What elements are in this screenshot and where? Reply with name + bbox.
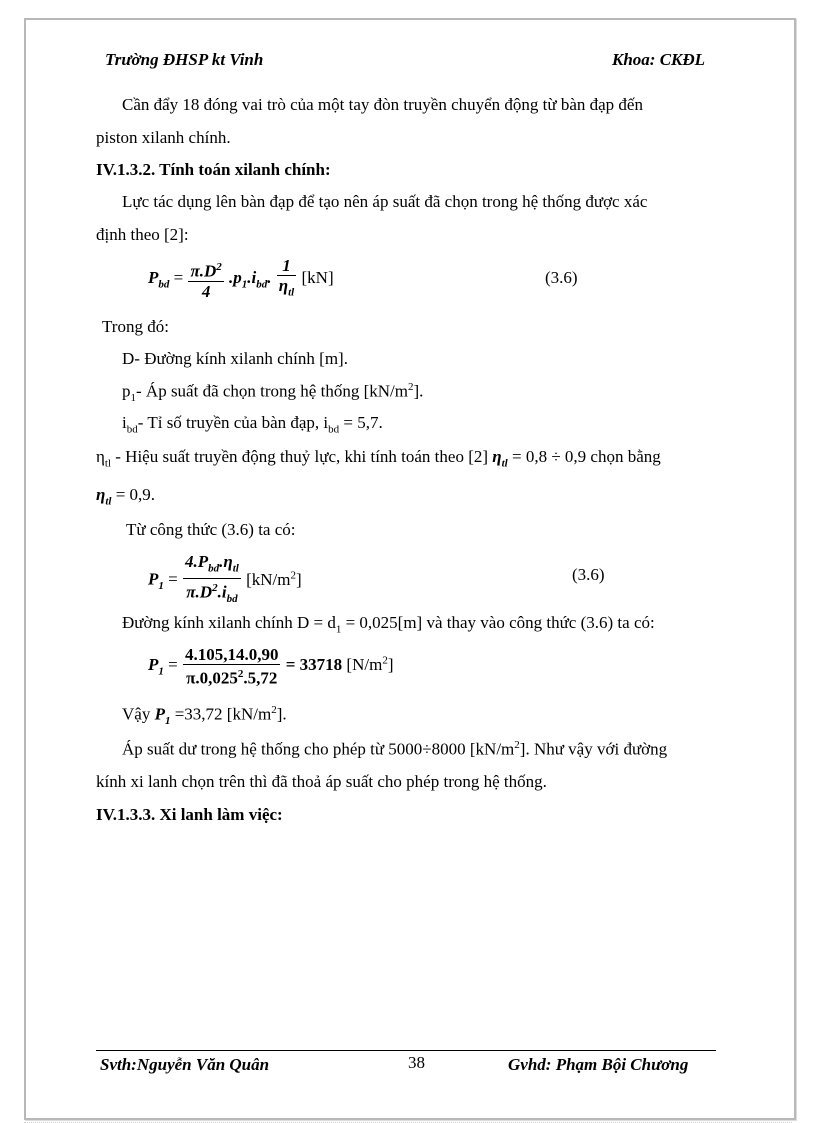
section-heading: IV.1.3.3. Xi lanh làm việc:	[96, 805, 283, 824]
equation-pressure: $P_1$ = $\frac{4.P_{bd}.\eta_{tl}}{\pi.D^2.i_{bd}}$ $[kN/m^2]$	[148, 552, 302, 606]
definition-ibd: $i_{bd}-$ Tỉ số truyền của bàn đạp, $i_{bd} = 5,7$.	[122, 413, 383, 436]
paragraph-line: Đường kính xilanh chính $D = d_1 = 0,025[m]$ và thay vào công thức (3.6) ta có:	[122, 613, 655, 636]
paragraph-line: Từ công thức (3.6) ta có:	[126, 520, 296, 539]
definition-eta: $\eta_{tl}$ - Hiệu suất truyền động thuỷ lực, khi tính toán theo [2] $\eta_{tl} = 0,8 \div 0,9$ chọn bằng	[96, 447, 661, 470]
definition-eta-value: $\eta_{tl} = 0,9$.	[96, 485, 156, 508]
paragraph-line: định theo [2]:	[96, 225, 189, 244]
definition-D: D- Đường kính xilanh chính [m].	[122, 349, 348, 368]
result-line: Vậy $P_1 =33,72$ $[kN/m^2]$.	[122, 704, 287, 728]
footer-student: Svth:Nguyễn Văn Quân	[100, 1055, 270, 1074]
paragraph-line: kính xi lanh chọn trên thì đã thoả áp suất cho phép trong hệ thống.	[96, 772, 547, 791]
equation-calculation: $P_1$ = $\frac{4.105,14.0,90}{\pi.0,025^2.5,72}$ = 33718 $[N/m^2]$	[148, 645, 394, 688]
equation-unit: [kN]	[301, 268, 334, 288]
definition-p1: $p_1-$ Áp suất đã chọn trong hệ thống $[kN/m^2]$.	[122, 381, 424, 405]
equation-number: (3.6)	[545, 268, 578, 287]
footer-advisor: Gvhd: Phạm Bội Chương	[508, 1055, 689, 1074]
page-number: 38	[408, 1053, 425, 1072]
page-border	[24, 18, 796, 1120]
paragraph-line: Lực tác dụng lên bàn đạp để tạo nên áp suất đã chọn trong hệ thống được xác	[122, 192, 648, 211]
footer-rule	[96, 1050, 716, 1051]
equation-number: (3.6)	[572, 565, 605, 584]
where-label: Trong đó:	[102, 317, 169, 336]
paragraph-line: Áp suất dư trong hệ thống cho phép từ 5000÷8000 $[kN/m^2]$. Như vậy với đường	[122, 739, 668, 759]
paragraph-line: piston xilanh chính.	[96, 128, 231, 147]
paragraph-line: Cần đẩy 18 đóng vai trò của một tay đòn truyền chuyển động từ bàn đạp đến	[122, 95, 643, 114]
section-heading: IV.1.3.2. Tính toán xilanh chính:	[96, 160, 331, 179]
header-faculty: Khoa: CKĐL	[612, 50, 706, 69]
header-school: Trường ĐHSP kt Vinh	[105, 50, 264, 69]
equation-force: $P_{bd}$ = $\frac{\pi.D^2}{4}$ $.p_1.i_{bd}$. $\frac{1}{\eta_{tl}}$ [kN]	[148, 256, 334, 301]
